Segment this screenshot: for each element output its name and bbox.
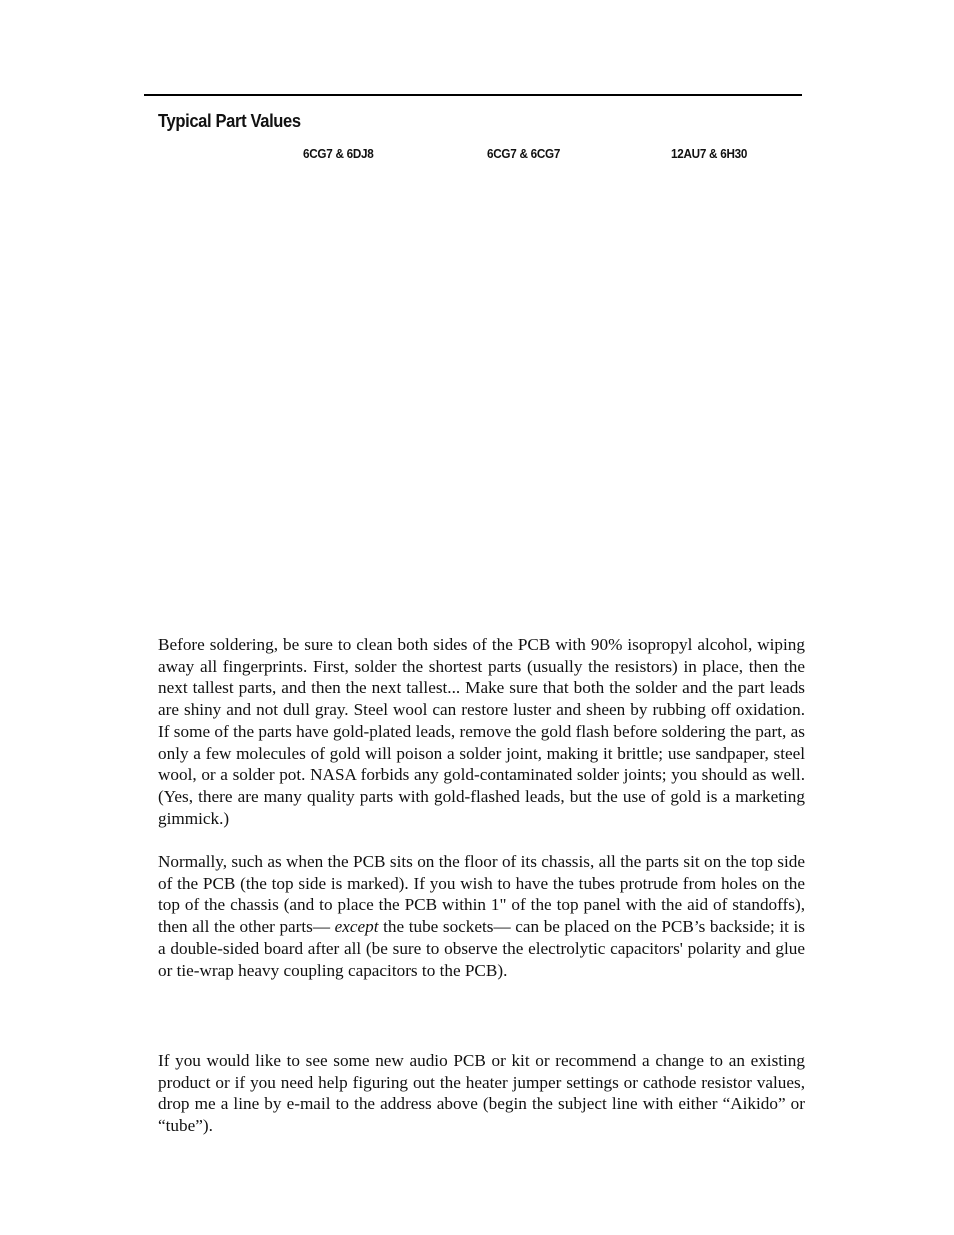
top-rule bbox=[144, 94, 802, 96]
section-heading: Typical Part Values bbox=[158, 111, 301, 131]
contact-paragraph: If you would like to see some new audio PCB or kit or recommend a change to an existing product or if you need help figuring out the heater jumper settings or cathode resistor values, drop me a line by e-mail to the address above (begin the subject line with either “Aikido” or “tube”). bbox=[158, 1051, 805, 1136]
column-header-6cg7-6dj8: 6CG7 & 6DJ8 bbox=[303, 146, 374, 161]
except-emphasis: except bbox=[334, 917, 379, 937]
mounting-paragraph bbox=[158, 851, 805, 981]
column-header-6cg7-6cg7: 6CG7 & 6CG7 bbox=[487, 146, 561, 161]
mounting-text-end: the tube sockets— can be placed on the PCB’s backside; it is a double-sided board after all (be sure to observe the electrolytic capacitors' polarity and glue or tie-wrap heavy coupling capacitors to the PCB). bbox=[158, 917, 805, 980]
mounting-text-start: Normally, such as when the PCB sits on the floor of its chassis, all the parts sit on the top side of the PCB (the top side is marked). If you wish to have the tubes protrude from holes on the top of the chassis (and to place the PCB within 1" of the top panel with the aid of standoffs), then all the other parts— bbox=[158, 852, 805, 937]
soldering-paragraph: Before soldering, be sure to clean both sides of the PCB with 90% isopropyl alcohol, wiping away all fingerprints. First, solder the shortest parts (usually the resistors) in place, then the next tallest parts, and then the next tallest... Make sure that both the solder and the part leads are shiny and not dull gray. Steel wool can restore luster and sheen by rubbing off oxidation. If some of the parts have gold-plated leads, remove the gold flash before soldering the part, as only a few molecules of gold will poison a solder joint, making it brittle; use sandpaper, steel wool, or a solder pot. NASA forbids any gold-contaminated solder joints; you should as well. (Yes, there are many quality parts with gold-flashed leads, but the use of gold is a marketing gimmick.) bbox=[158, 635, 805, 828]
column-header-12au7-6h30: 12AU7 & 6H30 bbox=[671, 146, 748, 161]
